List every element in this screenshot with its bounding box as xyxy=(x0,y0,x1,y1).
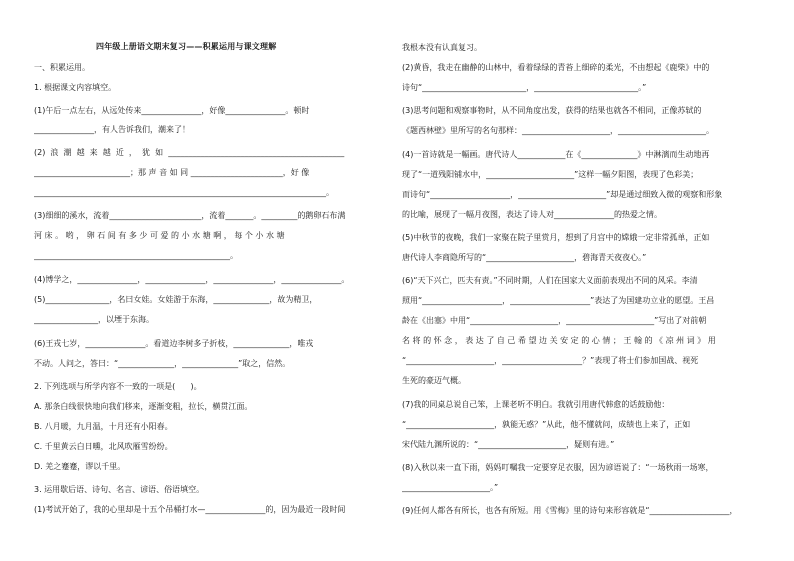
page-title: 四年级上册语文期末复习——积累运用与课文理解 xyxy=(96,42,277,51)
left-line-14: (6)王戎七岁，_______________。看道边李树多子折枝，______________，唯戎 xyxy=(34,339,314,348)
left-line-15: 不动。人问之，答曰：“______________，______________”取之，信然。 xyxy=(34,359,291,368)
right-line-18: (7)我的同桌总说自己笨，上课老听不明白。我就引用唐代韩愈的话鼓励他： xyxy=(402,400,670,409)
left-line-12: (5)________________，名曰女娃。女娃游于东海，______________，故为精卫， xyxy=(34,295,318,304)
right-line-13: 照用“____________________，____________________”表达了为国建功立业的愿望。王昌 xyxy=(402,296,715,305)
left-line-17: A. 那条白线很快地向我们移来，逐渐变粗，拉长，横贯江面。 xyxy=(34,402,253,411)
left-line-6: ________________________；那 声 音 如 同 _______________________，好 像 xyxy=(34,168,310,177)
right-line-14: 龄在《出塞》中用“______________________，______________________”写出了对前朝 xyxy=(402,316,707,325)
left-line-4: _______________，有人告诉我们，潮来了！ xyxy=(34,125,190,134)
right-line-20: 宋代陆九渊所说的：“______________________，疑则有进。” xyxy=(402,440,615,449)
left-line-1: 一、积累运用。 xyxy=(34,63,90,72)
right-line-2: (2)黄昏，我走在幽静的山林中，看着绿绿的青苔上细碎的柔光，不由想起《鹿柴》中的 xyxy=(402,63,710,72)
right-line-5: 《题西林壁》里所写的名句那样：______________________，______________________。 xyxy=(402,126,714,135)
right-line-22: ______________________。” xyxy=(402,483,499,492)
right-line-7: 现了“一道残阳铺水中，______________________”这样一幅夕阳图，表现了色彩美； xyxy=(402,170,699,179)
right-line-8: 而诗句“____________________，______________________”却是通过细致入微的观察和形象 xyxy=(402,190,723,199)
left-line-7: _________________________________________________________________________。 xyxy=(34,188,334,197)
left-line-10: _________________________________________________。 xyxy=(34,251,238,260)
right-line-19: “______________________，孰能无惑？”从此，他不懂就问，成绩也上来了，正如 xyxy=(402,420,691,429)
left-line-19: C. 千里黄云白日曛，北风吹雁雪纷纷。 xyxy=(34,442,173,451)
right-line-12: (6)“天下兴亡，匹夫有责。”不同时期，人们在国家大义面前表现出不同的风采。李清 xyxy=(402,276,698,285)
right-line-4: (3)思考问题和观察事物时，从不同角度出发，获得的结果也就各不相同，正像苏轼的 xyxy=(402,106,702,115)
right-line-9: 的比喻，展现了一幅月夜图，表达了诗人对_______________的热爱之情。 xyxy=(402,210,662,219)
right-line-10: (5)中秋节的夜晚，我们一家聚在院子里赏月，想到了月宫中的嫦娥一定非常孤单，正如 xyxy=(402,233,710,242)
right-line-16: “______________________，____________________？”表现了将士们参加国战、视死 xyxy=(402,356,699,365)
left-line-2: 1. 根据课文内容填空。 xyxy=(34,83,117,92)
right-line-1: 我根本没有认真复习。 xyxy=(402,43,482,52)
left-line-21: 3. 运用歇后语、诗句、名言、谚语、俗语填空。 xyxy=(34,485,205,494)
left-line-20: D. 羌之蹇蹇，谬以千里。 xyxy=(34,462,126,471)
right-line-23: (9)任何人都各有所长，也各有所短。用《雪梅》里的诗句来形容就是“____________________， xyxy=(402,506,738,515)
right-line-11: 唐代诗人李商隐所写的“______________________，碧海青天夜夜心。” xyxy=(402,253,647,262)
right-line-6: (4)一首诗就是一幅画。唐代诗人____________在《______________》中淋漓而生动地再 xyxy=(402,150,710,159)
right-line-21: (8)入秋以来一直下雨，妈妈叮嘱我一定要穿足衣服，因为谚语说了：“一场秋雨一场寒， xyxy=(402,463,714,472)
right-line-15: 名 将 的 怀 念 ， 表 达 了 自 己 希 望 边 关 安 定 的 心 情 ； 王 翰 的 《 凉 州 词 》 用 xyxy=(402,336,716,345)
left-line-13: ________________，以堙于东海。 xyxy=(34,315,154,324)
left-line-22: (1)考试开始了，我的心里却是十五个吊桶打水—_______________的，因为最近一段时间 xyxy=(34,505,346,514)
left-line-8: (3)细细的溪水，流着_______________________，流着_______。_________的鹅卵石布满 xyxy=(34,211,346,220)
left-line-5: (2) 浪 潮 越 来 越 近 ， 犹 如 ____________________________________________ xyxy=(34,148,345,157)
left-line-11: (4)博学之，_______________，_______________，_______________，_______________。 xyxy=(34,275,350,284)
left-line-3: (1)午后一点左右，从远处传来_______________，好像_______________。顿时 xyxy=(34,106,310,115)
left-line-16: 2. 下列选项与所学内容不一致的一项是( )。 xyxy=(34,382,202,391)
right-line-3: 诗句“__________________________，__________________________。” xyxy=(402,83,647,92)
left-line-9: 河 床 。 哟 ， 卵 石 间 有 多 少 可 爱 的 小 水 塘 啊 ， 每 个 小 水 塘 xyxy=(34,231,285,240)
right-line-17: 生死的豪迈气概。 xyxy=(402,376,466,385)
left-line-18: B. 八月暖，九月温，十月还有小阳春。 xyxy=(34,422,173,431)
